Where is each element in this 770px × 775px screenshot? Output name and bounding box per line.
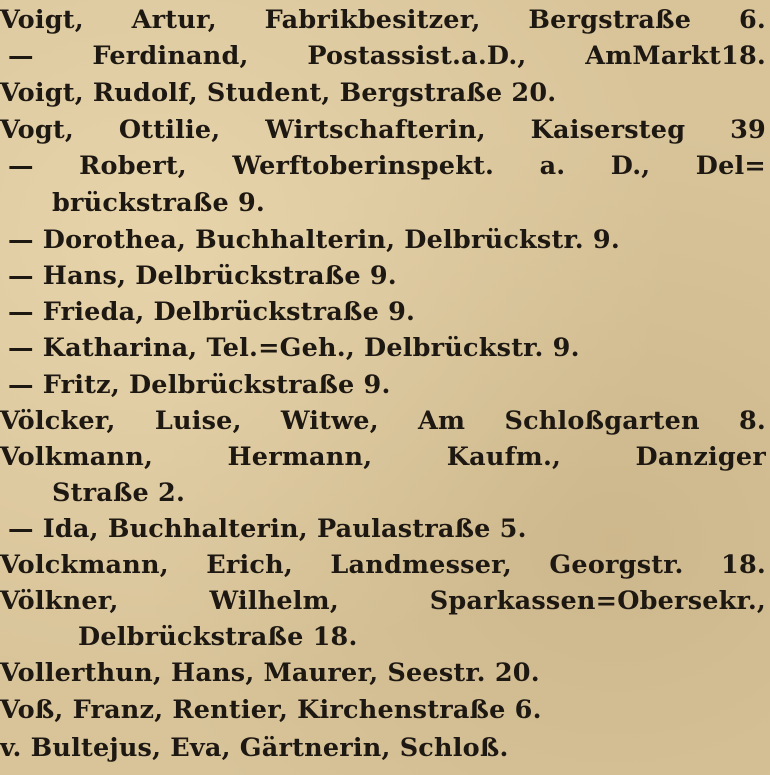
entry-line: Voigt, Rudolf, Student, Bergstraße 20. <box>0 78 557 108</box>
entry-line: — Hans, Delbrückstraße 9. <box>8 261 397 291</box>
entry-line: v. Bultejus, Eva, Gärtnerin, Schloß. <box>0 733 509 763</box>
entry-line: — Ferdinand, Postassist.a.D., AmMarkt18. <box>8 41 766 71</box>
entry-line: Vogt, Ottilie, Wirtschafterin, Kaisersteg 39 <box>0 115 766 145</box>
entry-line: — Katharina, Tel.=Geh., Delbrückstr. 9. <box>8 333 580 363</box>
entry-line: — Frieda, Delbrückstraße 9. <box>8 297 416 327</box>
entry-line: Völkner, Wilhelm, Sparkassen=Obersekr., <box>0 586 766 616</box>
entry-line: Volkmann, Hermann, Kaufm., Danziger <box>0 442 766 472</box>
entry-line: Delbrückstraße 18. <box>78 622 358 652</box>
entry-line: Voß, Franz, Rentier, Kirchenstraße 6. <box>0 695 542 725</box>
entry-line: brückstraße 9. <box>52 188 265 218</box>
entry-line: — Robert, Werftoberinspekt. a. D., Del= <box>8 151 766 181</box>
entry-line: — Ida, Buchhalterin, Paulastraße 5. <box>8 514 527 544</box>
entry-line: — Dorothea, Buchhalterin, Delbrückstr. 9. <box>8 225 620 255</box>
entry-line: Völcker, Luise, Witwe, Am Schloßgarten 8. <box>0 406 766 436</box>
entry-line: Volckmann, Erich, Landmesser, Georgstr. 18. <box>0 550 766 580</box>
entry-line: Straße 2. <box>52 478 186 508</box>
entry-line: — Fritz, Delbrückstraße 9. <box>8 370 391 400</box>
entry-line: Voigt, Artur, Fabrikbesitzer, Bergstraße 6. <box>0 5 766 35</box>
entry-line: Vollerthun, Hans, Maurer, Seestr. 20. <box>0 658 540 688</box>
